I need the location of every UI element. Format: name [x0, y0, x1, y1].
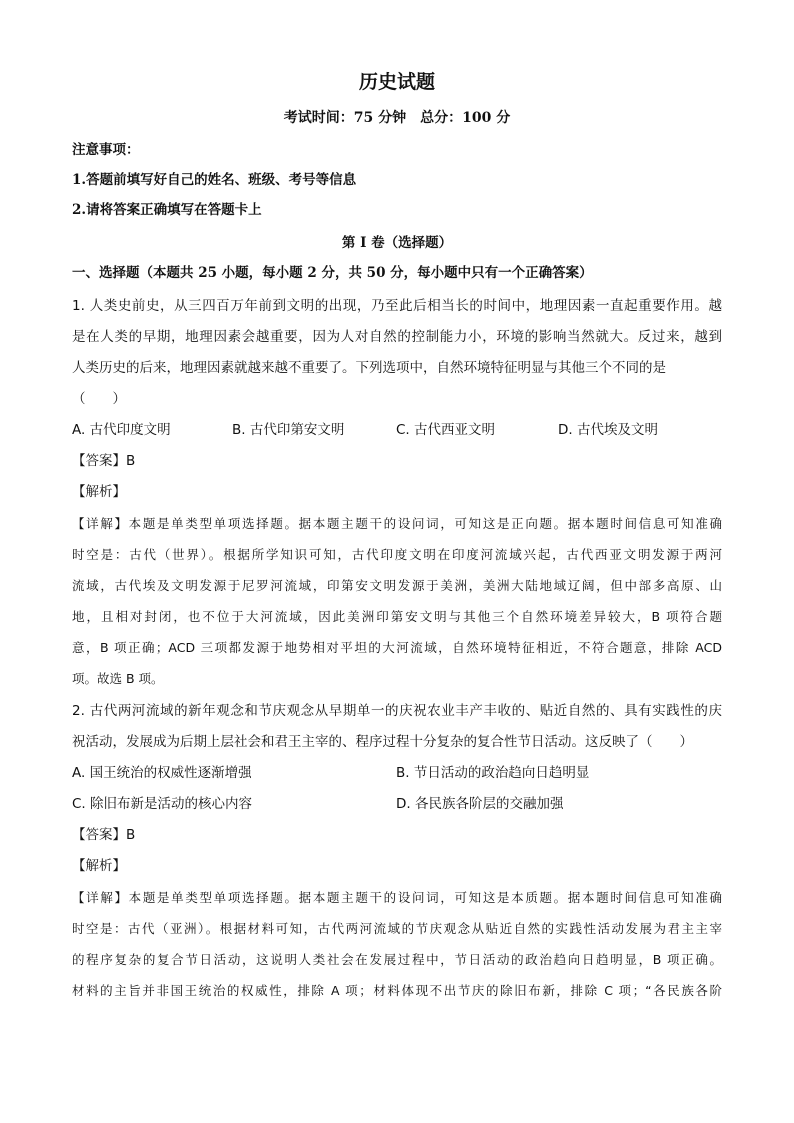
q2-option-b: B. 节日活动的政治趋向日趋明显 — [396, 765, 590, 781]
q1-detail-line: 意，B 项正确；ACD 三项都发源于地势相对平坦的大河流域，自然环境特征相近，不符合题意，排除 ACD — [72, 640, 722, 655]
q1-option-d: D. 古代埃及文明 — [558, 422, 658, 438]
notes-item-2: 2.请将答案正确填写在答题卡上 — [72, 202, 262, 218]
q1-option-b: B. 古代印第安文明 — [232, 422, 345, 438]
page-title: 历史试题 — [358, 71, 435, 93]
q2-answer: 【答案】B — [72, 827, 136, 843]
notes-heading: 注意事项： — [72, 142, 140, 158]
q2-analysis-heading: 【解析】 — [72, 858, 126, 874]
q1-analysis-heading: 【解析】 — [72, 484, 126, 500]
q2-stem-line: 2. 古代两河流域的新年观念和节庆观念从早期单一的庆祝农业丰产丰收的、贴近自然的、具有实践性的庆 — [72, 703, 722, 719]
q1-stem-line: 人类历史的后来，地理因素就越来越不重要了。下列选项中，自然环境特征明显与其他三个不同的是 — [72, 360, 666, 376]
q2-detail-line: 材料的主旨并非国王统治的权威性，排除 A 项；材料体现不出节庆的除旧布新，排除 C 项；“各民族各阶 — [72, 983, 722, 998]
q1-detail-line: 流域，古代埃及文明发源于尼罗河流域，印第安文明发源于美洲，美洲大陆地域辽阔，但中部多高原、山 — [72, 578, 722, 593]
notes-item-1: 1.答题前填写好自己的姓名、班级、考号等信息 — [72, 172, 357, 188]
q2-option-d: D. 各民族各阶层的交融加强 — [396, 796, 564, 812]
q1-option-a: A. 古代印度文明 — [72, 422, 171, 438]
section-title: 第 I 卷（选择题） — [341, 235, 453, 251]
q1-stem-line: 是在人类的早期，地理因素会越重要，因为人对自然的控制能力小，环境的影响当然就大。反过来，越到 — [72, 329, 722, 345]
q1-stem-line: 1. 人类史前史，从三四百万年前到文明的出现，乃至此后相当长的时间中，地理因素一直起重要作用。越 — [72, 298, 722, 314]
q2-detail-line: 的程序复杂的复合节日活动，这说明人类社会在发展过程中，节日活动的政治趋向日趋明显，B 项正确。 — [72, 952, 722, 967]
section-heading: 一、选择题（本题共 25 小题，每小题 2 分，共 50 分，每小题中只有一个正确答案） — [72, 265, 593, 281]
q1-detail-line: 【详解】本题是单类型单项选择题。据本题主题干的设问词，可知这是正向题。据本题时间信息可知准确 — [72, 516, 722, 531]
q1-answer: 【答案】B — [72, 453, 136, 469]
q1-detail-line: 项。故选 B 项。 — [72, 671, 164, 686]
q1-detail-line: 时空是：古代（世界）。根据所学知识可知，古代印度文明在印度河流域兴起，古代西亚文明发源于两河 — [72, 547, 722, 562]
q1-detail-line: 地，且相对封闭，也不位于大河流域，因此美洲印第安文明与其他三个自然环境差异较大，B 项符合题 — [72, 609, 722, 624]
q2-detail-line: 时空是：古代（亚洲）。根据材料可知，古代两河流域的节庆观念从贴近自然的实践性活动发展为君主主宰 — [72, 921, 722, 936]
exam-info: 考试时间：75 分钟 总分：100 分 — [283, 110, 511, 126]
q1-option-c: C. 古代西亚文明 — [396, 422, 496, 438]
q2-stem-line: 祝活动，发展成为后期上层社会和君王主宰的、程序过程十分复杂的复合性节日活动。这反映了（ ） — [72, 734, 693, 750]
q2-option-c: C. 除旧布新是活动的核心内容 — [72, 796, 253, 812]
q2-detail-line: 【详解】本题是单类型单项选择题。据本题主题干的设问词，可知这是本质题。据本题时间信息可知准确 — [72, 890, 722, 905]
q1-blank: （ ） — [72, 391, 126, 407]
q2-option-a: A. 国王统治的权威性逐渐增强 — [72, 765, 252, 781]
